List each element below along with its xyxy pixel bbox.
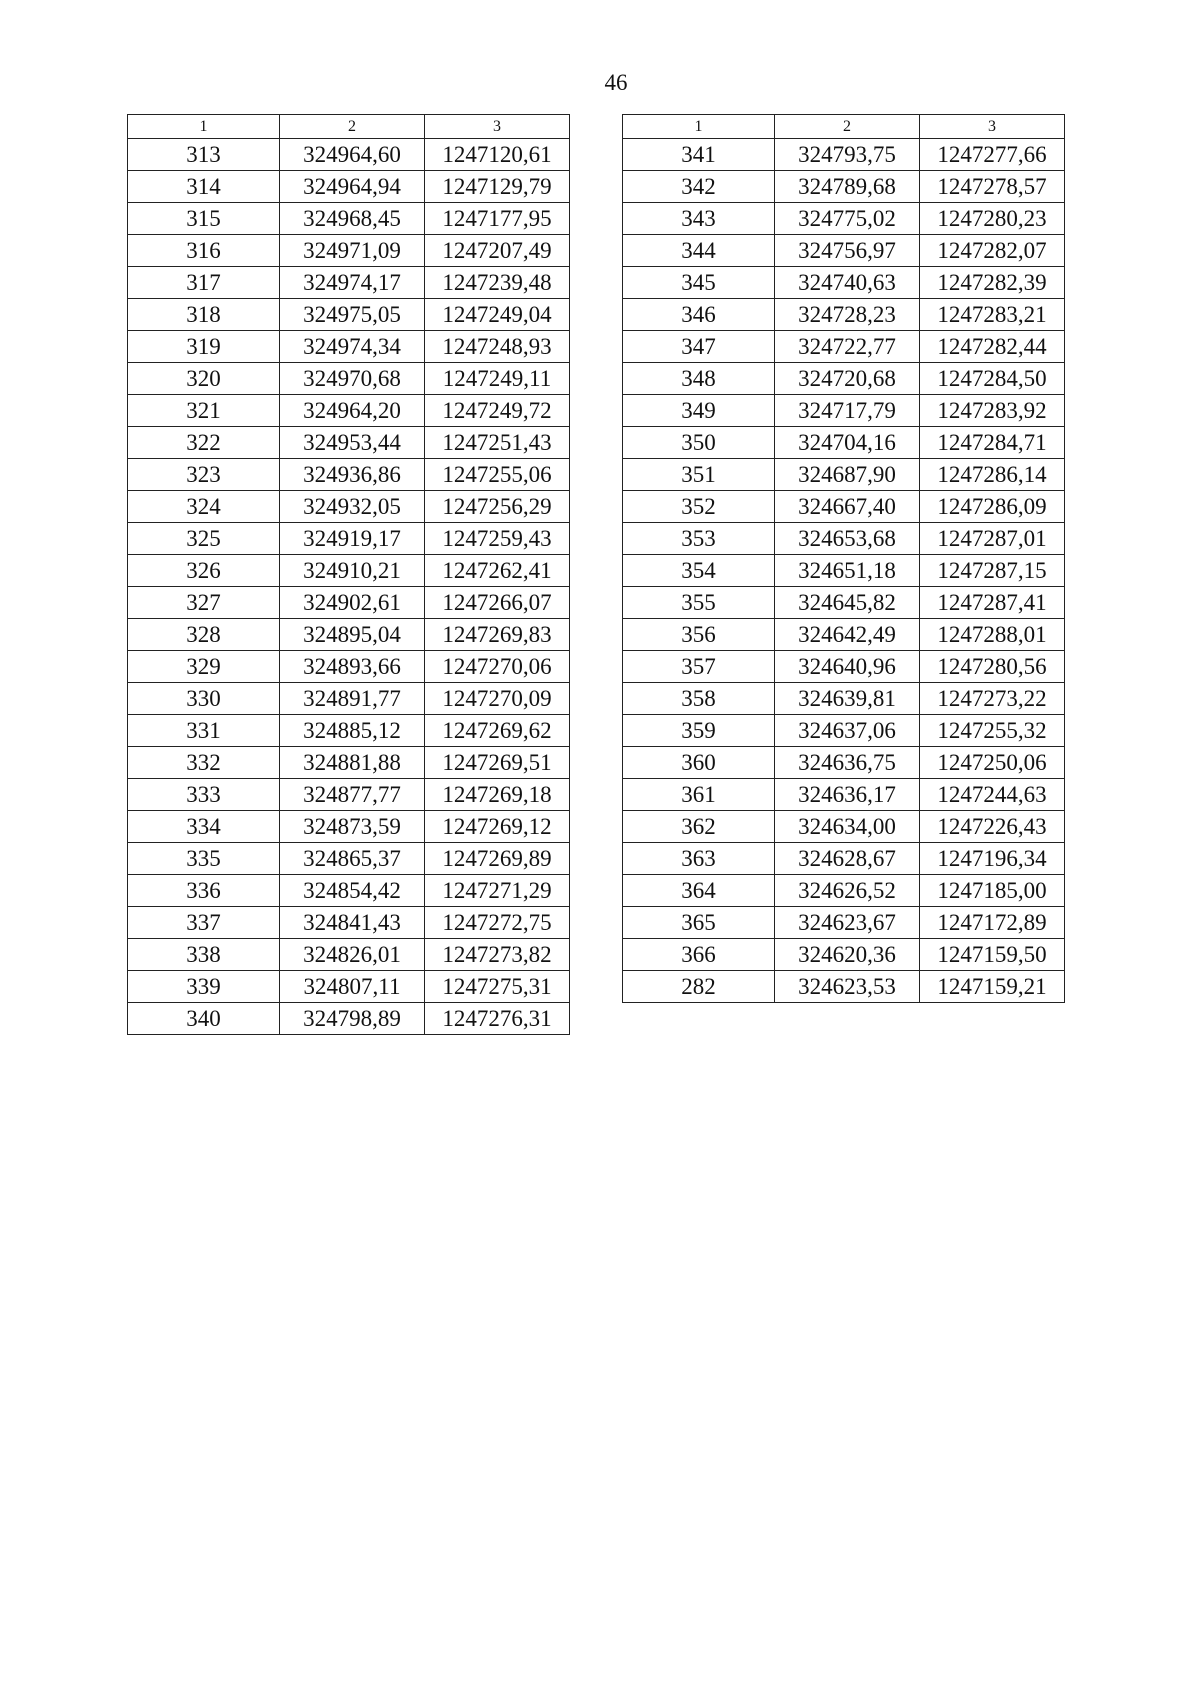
table-row bbox=[128, 427, 570, 459]
y-coordinate-cell: 1247284,71 bbox=[920, 427, 1065, 459]
y-coordinate-cell: 1247269,89 bbox=[425, 843, 570, 875]
x-coordinate-cell: 324854,42 bbox=[280, 875, 425, 907]
table-row bbox=[623, 619, 1065, 651]
header-row bbox=[623, 115, 1065, 139]
y-coordinate-cell: 1247280,23 bbox=[920, 203, 1065, 235]
x-coordinate-cell: 324807,11 bbox=[280, 971, 425, 1003]
y-coordinate-cell: 1247278,57 bbox=[920, 171, 1065, 203]
point-number-cell: 361 bbox=[623, 779, 775, 811]
y-coordinate-cell: 1247273,82 bbox=[425, 939, 570, 971]
point-number-cell: 332 bbox=[128, 747, 280, 779]
x-coordinate-cell: 324639,81 bbox=[775, 683, 920, 715]
table-row bbox=[623, 715, 1065, 747]
x-coordinate-cell: 324626,52 bbox=[775, 875, 920, 907]
x-coordinate-cell: 324636,17 bbox=[775, 779, 920, 811]
point-number-cell: 326 bbox=[128, 555, 280, 587]
y-coordinate-cell: 1247251,43 bbox=[425, 427, 570, 459]
table-row bbox=[623, 587, 1065, 619]
table-row bbox=[623, 651, 1065, 683]
table-row bbox=[128, 555, 570, 587]
x-coordinate-cell: 324640,96 bbox=[775, 651, 920, 683]
x-coordinate-cell: 324910,21 bbox=[280, 555, 425, 587]
point-number-cell: 316 bbox=[128, 235, 280, 267]
table-row bbox=[623, 491, 1065, 523]
x-coordinate-cell: 324877,77 bbox=[280, 779, 425, 811]
point-number-cell: 325 bbox=[128, 523, 280, 555]
point-number-cell: 318 bbox=[128, 299, 280, 331]
y-coordinate-cell: 1247249,04 bbox=[425, 299, 570, 331]
table-row bbox=[128, 683, 570, 715]
point-number-cell: 320 bbox=[128, 363, 280, 395]
table-row bbox=[128, 459, 570, 491]
page-number: 46 bbox=[604, 70, 628, 95]
x-coordinate-cell: 324953,44 bbox=[280, 427, 425, 459]
point-number-cell: 337 bbox=[128, 907, 280, 939]
column-header-1: 1 bbox=[128, 115, 280, 139]
table-row bbox=[128, 203, 570, 235]
y-coordinate-cell: 1247248,93 bbox=[425, 331, 570, 363]
x-coordinate-cell: 324687,90 bbox=[775, 459, 920, 491]
table-row bbox=[623, 299, 1065, 331]
point-number-cell: 365 bbox=[623, 907, 775, 939]
y-coordinate-cell: 1247287,15 bbox=[920, 555, 1065, 587]
point-number-cell: 352 bbox=[623, 491, 775, 523]
table-row bbox=[623, 203, 1065, 235]
point-number-cell: 330 bbox=[128, 683, 280, 715]
point-number-cell: 348 bbox=[623, 363, 775, 395]
y-coordinate-cell: 1247177,95 bbox=[425, 203, 570, 235]
y-coordinate-cell: 1247185,00 bbox=[920, 875, 1065, 907]
x-coordinate-cell: 324891,77 bbox=[280, 683, 425, 715]
table-row bbox=[623, 363, 1065, 395]
column-header-2: 2 bbox=[280, 115, 425, 139]
point-number-cell: 322 bbox=[128, 427, 280, 459]
point-number-cell: 341 bbox=[623, 139, 775, 171]
table-row bbox=[623, 459, 1065, 491]
x-coordinate-cell: 324968,45 bbox=[280, 203, 425, 235]
point-number-cell: 339 bbox=[128, 971, 280, 1003]
y-coordinate-cell: 1247259,43 bbox=[425, 523, 570, 555]
x-coordinate-cell: 324634,00 bbox=[775, 811, 920, 843]
point-number-cell: 345 bbox=[623, 267, 775, 299]
x-coordinate-cell: 324642,49 bbox=[775, 619, 920, 651]
point-number-cell: 354 bbox=[623, 555, 775, 587]
point-number-cell: 335 bbox=[128, 843, 280, 875]
point-number-cell: 347 bbox=[623, 331, 775, 363]
y-coordinate-cell: 1247239,48 bbox=[425, 267, 570, 299]
point-number-cell: 338 bbox=[128, 939, 280, 971]
table-row bbox=[128, 171, 570, 203]
table-row bbox=[128, 747, 570, 779]
table-row bbox=[623, 171, 1065, 203]
y-coordinate-cell: 1247287,41 bbox=[920, 587, 1065, 619]
x-coordinate-cell: 324628,67 bbox=[775, 843, 920, 875]
point-number-cell: 342 bbox=[623, 171, 775, 203]
table-row bbox=[623, 971, 1065, 1003]
table-row bbox=[623, 235, 1065, 267]
column-header-3: 3 bbox=[920, 115, 1065, 139]
table-row bbox=[623, 907, 1065, 939]
table-row bbox=[128, 651, 570, 683]
header-row bbox=[128, 115, 570, 139]
table-row bbox=[128, 523, 570, 555]
y-coordinate-cell: 1247226,43 bbox=[920, 811, 1065, 843]
table-row bbox=[128, 907, 570, 939]
x-coordinate-cell: 324971,09 bbox=[280, 235, 425, 267]
table-row bbox=[623, 779, 1065, 811]
table-row bbox=[128, 971, 570, 1003]
y-coordinate-cell: 1247269,18 bbox=[425, 779, 570, 811]
point-number-cell: 344 bbox=[623, 235, 775, 267]
table-row bbox=[623, 331, 1065, 363]
x-coordinate-cell: 324623,53 bbox=[775, 971, 920, 1003]
table-row bbox=[128, 491, 570, 523]
x-coordinate-cell: 324902,61 bbox=[280, 587, 425, 619]
x-coordinate-cell: 324873,59 bbox=[280, 811, 425, 843]
column-header-3: 3 bbox=[425, 115, 570, 139]
y-coordinate-cell: 1247284,50 bbox=[920, 363, 1065, 395]
x-coordinate-cell: 324826,01 bbox=[280, 939, 425, 971]
x-coordinate-cell: 324893,66 bbox=[280, 651, 425, 683]
y-coordinate-cell: 1247282,39 bbox=[920, 267, 1065, 299]
y-coordinate-cell: 1247207,49 bbox=[425, 235, 570, 267]
point-number-cell: 327 bbox=[128, 587, 280, 619]
y-coordinate-cell: 1247282,44 bbox=[920, 331, 1065, 363]
point-number-cell: 351 bbox=[623, 459, 775, 491]
x-coordinate-cell: 324841,43 bbox=[280, 907, 425, 939]
point-number-cell: 346 bbox=[623, 299, 775, 331]
point-number-cell: 321 bbox=[128, 395, 280, 427]
y-coordinate-cell: 1247276,31 bbox=[425, 1003, 570, 1035]
x-coordinate-cell: 324964,94 bbox=[280, 171, 425, 203]
table-row bbox=[623, 843, 1065, 875]
table-row bbox=[128, 395, 570, 427]
x-coordinate-cell: 324653,68 bbox=[775, 523, 920, 555]
table-row bbox=[623, 395, 1065, 427]
x-coordinate-cell: 324932,05 bbox=[280, 491, 425, 523]
point-number-cell: 360 bbox=[623, 747, 775, 779]
table-row bbox=[623, 811, 1065, 843]
point-number-cell: 315 bbox=[128, 203, 280, 235]
point-number-cell: 324 bbox=[128, 491, 280, 523]
y-coordinate-cell: 1247275,31 bbox=[425, 971, 570, 1003]
x-coordinate-cell: 324885,12 bbox=[280, 715, 425, 747]
point-number-cell: 350 bbox=[623, 427, 775, 459]
x-coordinate-cell: 324651,18 bbox=[775, 555, 920, 587]
point-number-cell: 334 bbox=[128, 811, 280, 843]
y-coordinate-cell: 1247286,14 bbox=[920, 459, 1065, 491]
y-coordinate-cell: 1247287,01 bbox=[920, 523, 1065, 555]
y-coordinate-cell: 1247269,62 bbox=[425, 715, 570, 747]
point-number-cell: 313 bbox=[128, 139, 280, 171]
x-coordinate-cell: 324756,97 bbox=[775, 235, 920, 267]
y-coordinate-cell: 1247266,07 bbox=[425, 587, 570, 619]
y-coordinate-cell: 1247244,63 bbox=[920, 779, 1065, 811]
point-number-cell: 349 bbox=[623, 395, 775, 427]
table-row bbox=[623, 267, 1065, 299]
x-coordinate-cell: 324974,34 bbox=[280, 331, 425, 363]
x-coordinate-cell: 324798,89 bbox=[280, 1003, 425, 1035]
table-row bbox=[623, 747, 1065, 779]
y-coordinate-cell: 1247277,66 bbox=[920, 139, 1065, 171]
point-number-cell: 359 bbox=[623, 715, 775, 747]
point-number-cell: 366 bbox=[623, 939, 775, 971]
x-coordinate-cell: 324919,17 bbox=[280, 523, 425, 555]
y-coordinate-cell: 1247262,41 bbox=[425, 555, 570, 587]
y-coordinate-cell: 1247273,22 bbox=[920, 683, 1065, 715]
y-coordinate-cell: 1247280,56 bbox=[920, 651, 1065, 683]
table-row bbox=[128, 267, 570, 299]
point-number-cell: 328 bbox=[128, 619, 280, 651]
column-header-2: 2 bbox=[775, 115, 920, 139]
x-coordinate-cell: 324722,77 bbox=[775, 331, 920, 363]
point-number-cell: 363 bbox=[623, 843, 775, 875]
y-coordinate-cell: 1247286,09 bbox=[920, 491, 1065, 523]
x-coordinate-cell: 324793,75 bbox=[775, 139, 920, 171]
x-coordinate-cell: 324717,79 bbox=[775, 395, 920, 427]
x-coordinate-cell: 324704,16 bbox=[775, 427, 920, 459]
table-row bbox=[128, 715, 570, 747]
y-coordinate-cell: 1247269,12 bbox=[425, 811, 570, 843]
point-number-cell: 356 bbox=[623, 619, 775, 651]
column-header-1: 1 bbox=[623, 115, 775, 139]
table-row bbox=[128, 331, 570, 363]
table-row bbox=[128, 299, 570, 331]
x-coordinate-cell: 324964,20 bbox=[280, 395, 425, 427]
point-number-cell: 323 bbox=[128, 459, 280, 491]
x-coordinate-cell: 324789,68 bbox=[775, 171, 920, 203]
x-coordinate-cell: 324895,04 bbox=[280, 619, 425, 651]
x-coordinate-cell: 324964,60 bbox=[280, 139, 425, 171]
y-coordinate-cell: 1247271,29 bbox=[425, 875, 570, 907]
y-coordinate-cell: 1247249,72 bbox=[425, 395, 570, 427]
x-coordinate-cell: 324974,17 bbox=[280, 267, 425, 299]
point-number-cell: 282 bbox=[623, 971, 775, 1003]
x-coordinate-cell: 324637,06 bbox=[775, 715, 920, 747]
x-coordinate-cell: 324728,23 bbox=[775, 299, 920, 331]
table-row bbox=[623, 523, 1065, 555]
x-coordinate-cell: 324881,88 bbox=[280, 747, 425, 779]
table-row bbox=[623, 555, 1065, 587]
table-row bbox=[128, 363, 570, 395]
y-coordinate-cell: 1247282,07 bbox=[920, 235, 1065, 267]
x-coordinate-cell: 324620,36 bbox=[775, 939, 920, 971]
x-coordinate-cell: 324667,40 bbox=[775, 491, 920, 523]
point-number-cell: 364 bbox=[623, 875, 775, 907]
x-coordinate-cell: 324645,82 bbox=[775, 587, 920, 619]
point-number-cell: 353 bbox=[623, 523, 775, 555]
y-coordinate-cell: 1247196,34 bbox=[920, 843, 1065, 875]
coordinates-table-right bbox=[622, 114, 1065, 1003]
table-row bbox=[128, 587, 570, 619]
x-coordinate-cell: 324636,75 bbox=[775, 747, 920, 779]
x-coordinate-cell: 324623,67 bbox=[775, 907, 920, 939]
x-coordinate-cell: 324775,02 bbox=[775, 203, 920, 235]
table-row bbox=[623, 875, 1065, 907]
y-coordinate-cell: 1247283,21 bbox=[920, 299, 1065, 331]
table-row bbox=[128, 1003, 570, 1035]
table-row bbox=[128, 875, 570, 907]
table-row bbox=[128, 843, 570, 875]
x-coordinate-cell: 324970,68 bbox=[280, 363, 425, 395]
point-number-cell: 358 bbox=[623, 683, 775, 715]
table-row bbox=[623, 427, 1065, 459]
y-coordinate-cell: 1247120,61 bbox=[425, 139, 570, 171]
y-coordinate-cell: 1247269,51 bbox=[425, 747, 570, 779]
y-coordinate-cell: 1247270,06 bbox=[425, 651, 570, 683]
table-row bbox=[128, 235, 570, 267]
y-coordinate-cell: 1247288,01 bbox=[920, 619, 1065, 651]
table-row bbox=[128, 811, 570, 843]
y-coordinate-cell: 1247272,75 bbox=[425, 907, 570, 939]
y-coordinate-cell: 1247283,92 bbox=[920, 395, 1065, 427]
point-number-cell: 319 bbox=[128, 331, 280, 363]
table-row bbox=[128, 939, 570, 971]
table-row bbox=[128, 779, 570, 811]
point-number-cell: 333 bbox=[128, 779, 280, 811]
table-row bbox=[623, 683, 1065, 715]
table-row bbox=[128, 619, 570, 651]
x-coordinate-cell: 324720,68 bbox=[775, 363, 920, 395]
x-coordinate-cell: 324865,37 bbox=[280, 843, 425, 875]
y-coordinate-cell: 1247250,06 bbox=[920, 747, 1065, 779]
y-coordinate-cell: 1247255,06 bbox=[425, 459, 570, 491]
y-coordinate-cell: 1247249,11 bbox=[425, 363, 570, 395]
table-row bbox=[623, 139, 1065, 171]
y-coordinate-cell: 1247172,89 bbox=[920, 907, 1065, 939]
y-coordinate-cell: 1247269,83 bbox=[425, 619, 570, 651]
point-number-cell: 355 bbox=[623, 587, 775, 619]
coordinates-table-left bbox=[127, 114, 570, 1035]
point-number-cell: 362 bbox=[623, 811, 775, 843]
y-coordinate-cell: 1247159,21 bbox=[920, 971, 1065, 1003]
x-coordinate-cell: 324975,05 bbox=[280, 299, 425, 331]
point-number-cell: 357 bbox=[623, 651, 775, 683]
point-number-cell: 336 bbox=[128, 875, 280, 907]
point-number-cell: 329 bbox=[128, 651, 280, 683]
point-number-cell: 343 bbox=[623, 203, 775, 235]
table-row bbox=[623, 939, 1065, 971]
y-coordinate-cell: 1247270,09 bbox=[425, 683, 570, 715]
x-coordinate-cell: 324740,63 bbox=[775, 267, 920, 299]
y-coordinate-cell: 1247129,79 bbox=[425, 171, 570, 203]
x-coordinate-cell: 324936,86 bbox=[280, 459, 425, 491]
point-number-cell: 340 bbox=[128, 1003, 280, 1035]
point-number-cell: 317 bbox=[128, 267, 280, 299]
point-number-cell: 314 bbox=[128, 171, 280, 203]
y-coordinate-cell: 1247255,32 bbox=[920, 715, 1065, 747]
y-coordinate-cell: 1247256,29 bbox=[425, 491, 570, 523]
point-number-cell: 331 bbox=[128, 715, 280, 747]
table-row bbox=[128, 139, 570, 171]
y-coordinate-cell: 1247159,50 bbox=[920, 939, 1065, 971]
